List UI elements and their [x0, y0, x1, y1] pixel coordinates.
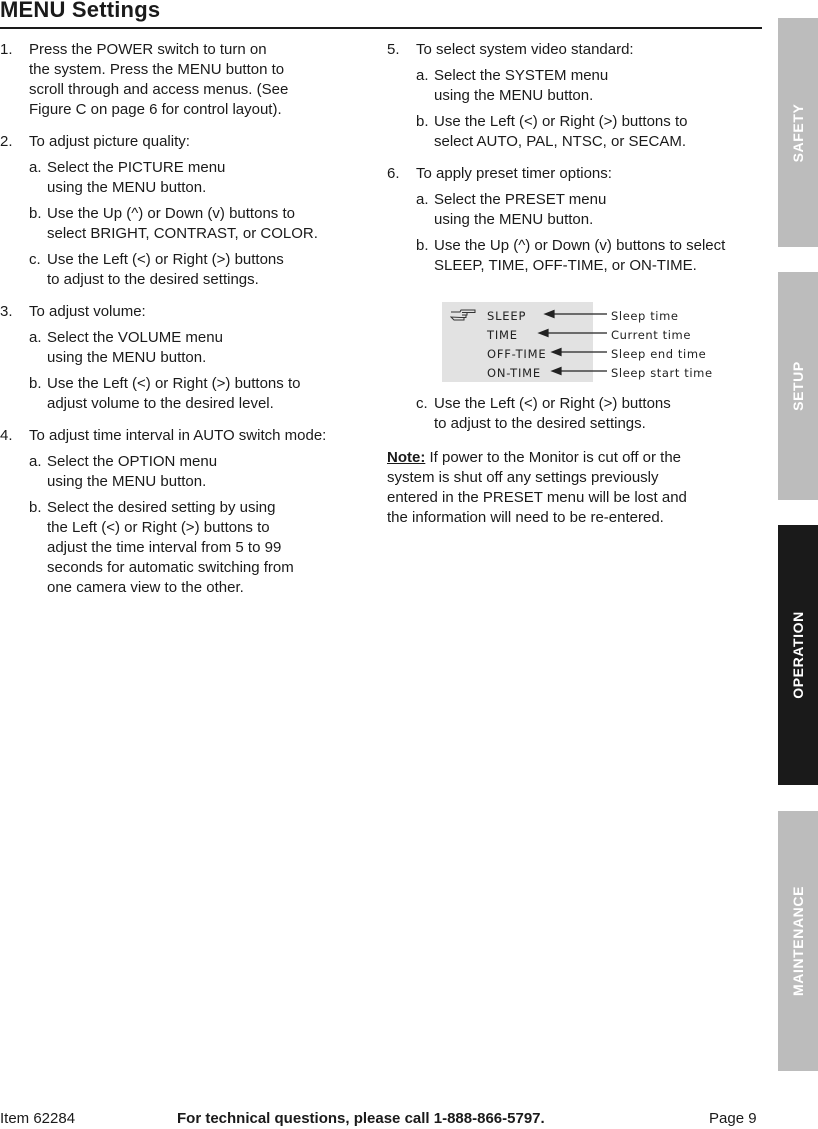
substep-text: Select the SYSTEM menu using the MENU button. [434, 67, 609, 104]
tab-label: MAINTENANCE [790, 885, 806, 997]
substep-letter: b. [29, 499, 42, 516]
substep-text: Select the PRESET menu using the MENU button. [434, 191, 607, 228]
substep-2a [29, 158, 365, 198]
substep-text: Use the Left (<) or Right (>) buttons to adjust to the desired settings. [47, 251, 284, 288]
step-text: To adjust picture quality: [29, 133, 190, 150]
substep-text: Select the OPTION menu using the MENU button. [47, 453, 218, 490]
step-text: To adjust volume: [29, 303, 146, 320]
substep-text: Use the Left (<) or Right (>) buttons to select AUTO, PAL, NTSC, or SECAM. [434, 113, 688, 150]
callout-sleep-end-time: Sleep end time [611, 347, 707, 361]
footer-item-number: Item 62284 [0, 1110, 76, 1127]
tab-setup[interactable] [778, 272, 818, 500]
substep-3b [29, 374, 365, 414]
substep-letter: a. [416, 67, 429, 84]
step-number: 1. [0, 41, 13, 58]
substep-6b [416, 236, 765, 276]
substep-3a [29, 328, 365, 368]
step-6c-wrap [387, 394, 765, 434]
tab-maintenance[interactable] [778, 811, 818, 1071]
footer-page-number: Page 9 [709, 1110, 757, 1127]
tab-safety[interactable] [778, 18, 818, 247]
callout-sleep-time: Sleep time [611, 309, 679, 323]
step-2 [0, 132, 365, 290]
substep-4a [29, 452, 365, 492]
substep-letter: a. [29, 453, 42, 470]
callout-sleep-start-time: Sleep start time [611, 366, 713, 380]
step-number: 5. [387, 41, 400, 58]
menu-item-off-time: OFF-TIME [487, 347, 547, 361]
note-text: If power to the Monitor is cut off or the system is shut off any settings previously entered in the PRESET menu will be lost and the information will need to be re-entered. [387, 449, 687, 526]
substep-text: Use the Left (<) or Right (>) buttons to adjust to the desired settings. [434, 395, 671, 432]
substep-2c [29, 250, 365, 290]
step-6 [387, 164, 765, 276]
substep-4b [29, 498, 365, 598]
step-text: Press the POWER switch to turn on the system. Press the MENU button to scroll through and access menus. (See Figure C on page 6 for control layout). [29, 41, 289, 118]
substep-letter: b. [416, 237, 429, 254]
step-3 [0, 302, 365, 414]
step-number: 3. [0, 303, 13, 320]
substep-letter: c. [29, 251, 41, 268]
step-5 [387, 40, 765, 152]
substep-2b [29, 204, 365, 244]
step-text: To adjust time interval in AUTO switch mode: [29, 427, 327, 444]
substep-5a [416, 66, 765, 106]
substep-letter: a. [29, 329, 42, 346]
callout-current-time: Current time [611, 328, 692, 342]
substep-letter: c. [416, 395, 428, 412]
substep-5b [416, 112, 765, 152]
footer-support-phone: For technical questions, please call 1-888-866-5797. [177, 1110, 545, 1127]
substep-letter: b. [29, 375, 42, 392]
substep-letter: a. [29, 159, 42, 176]
note-label: Note: [387, 449, 426, 466]
substep-text: Use the Up (^) or Down (v) buttons to select SLEEP, TIME, OFF-TIME, or ON-TIME. [434, 237, 726, 274]
tab-label: SETUP [790, 361, 806, 411]
menu-item-on-time: ON-TIME [487, 366, 541, 380]
title-rule [0, 27, 762, 29]
preset-menu-figure [387, 294, 765, 388]
step-1 [0, 40, 365, 120]
left-column [0, 40, 365, 610]
page-title: MENU Settings [0, 0, 161, 22]
substep-text: Select the VOLUME menu using the MENU button. [47, 329, 223, 366]
substep-text: Use the Up (^) or Down (v) buttons to select BRIGHT, CONTRAST, or COLOR. [47, 205, 318, 242]
menu-item-time: TIME [487, 328, 518, 342]
substep-6a [416, 190, 765, 230]
step-number: 2. [0, 133, 13, 150]
step-number: 6. [387, 165, 400, 182]
substep-6c [416, 394, 765, 434]
step-text: To select system video standard: [416, 41, 634, 58]
substep-letter: a. [416, 191, 429, 208]
substep-text: Select the PICTURE menu using the MENU button. [47, 159, 226, 196]
tab-operation[interactable] [778, 525, 818, 785]
step-text: To apply preset timer options: [416, 165, 612, 182]
menu-item-sleep: SLEEP [487, 309, 527, 323]
right-column [387, 40, 765, 528]
substep-letter: b. [416, 113, 429, 130]
tab-label: OPERATION [790, 611, 806, 699]
substep-text: Use the Left (<) or Right (>) buttons to adjust volume to the desired level. [47, 375, 301, 412]
step-4 [0, 426, 365, 598]
substep-text: Select the desired setting by using the Left (<) or Right (>) buttons to adjust the time interval from 5 to 99 seconds for automatic switching from one camera view to the other. [47, 499, 294, 596]
step-number: 4. [0, 427, 13, 444]
tab-label: SAFETY [790, 103, 806, 162]
note [387, 448, 765, 528]
substep-letter: b. [29, 205, 42, 222]
